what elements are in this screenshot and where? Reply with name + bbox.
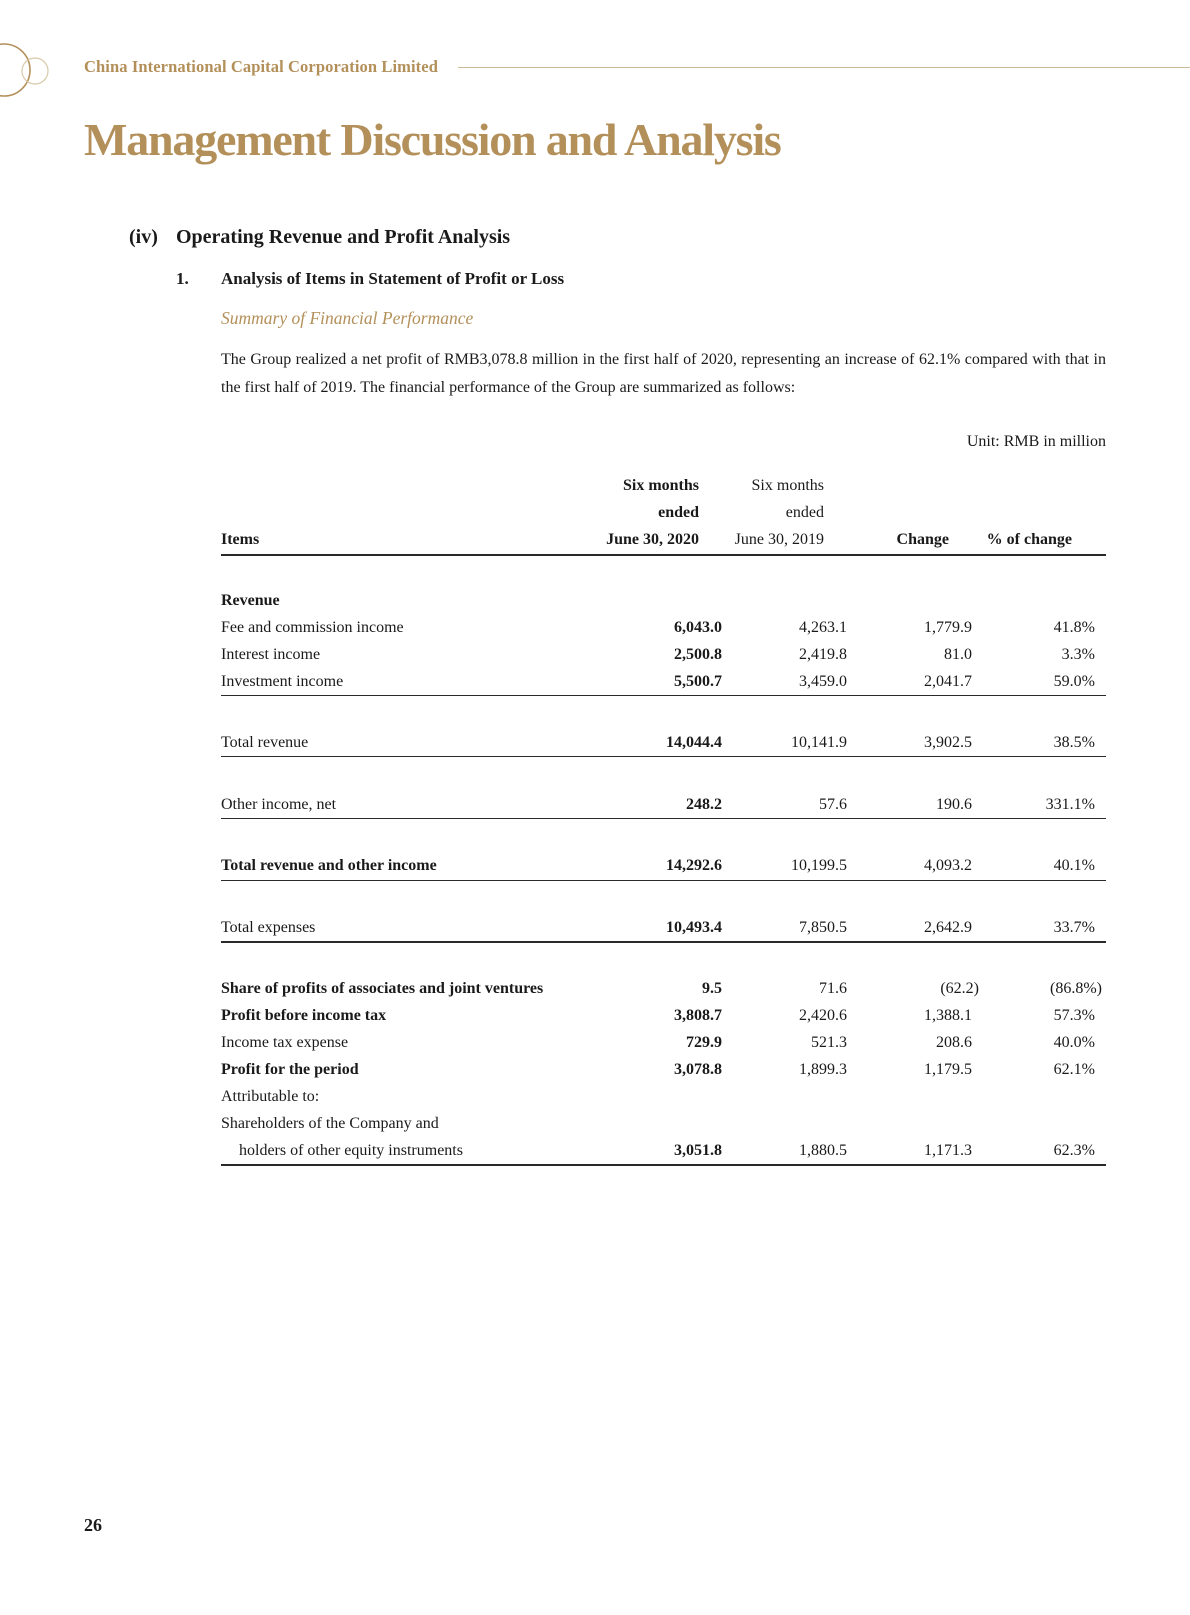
value-pct-change: 59.0% xyxy=(1053,673,1095,690)
table-row xyxy=(221,641,1106,668)
col2-header-line1: Six months xyxy=(751,477,824,494)
subsection-number: 1. xyxy=(176,269,189,288)
col2-header-line3: June 30, 2019 xyxy=(734,531,824,548)
value-pct-change: 40.1% xyxy=(1053,857,1095,874)
value-2019: 71.6 xyxy=(819,980,847,997)
table-row xyxy=(221,914,1106,941)
table-row xyxy=(221,1029,1106,1056)
table-row xyxy=(221,1110,1106,1137)
value-2020: 729.9 xyxy=(686,1034,722,1051)
value-2019: 10,199.5 xyxy=(791,857,847,874)
section-number: (iv) xyxy=(129,226,158,248)
value-change: 3,902.5 xyxy=(924,734,972,751)
row-label: Profit for the period xyxy=(221,1061,359,1078)
table-row xyxy=(221,975,1106,1002)
col2-header-line2: ended xyxy=(785,504,824,521)
value-2019: 521.3 xyxy=(811,1034,847,1051)
col1-header-line3: June 30, 2020 xyxy=(606,531,699,548)
value-2019: 3,459.0 xyxy=(799,673,847,690)
company-name: China International Capital Corporation Limited xyxy=(84,57,438,76)
value-2020: 3,051.8 xyxy=(674,1142,722,1159)
row-label: Interest income xyxy=(221,646,321,663)
row-label: Fee and commission income xyxy=(221,619,404,636)
table-row xyxy=(221,1083,1106,1110)
row-rule xyxy=(221,880,1106,881)
value-2019: 2,420.6 xyxy=(799,1007,847,1024)
row-rule xyxy=(221,941,1106,943)
table-row xyxy=(221,1137,1106,1164)
value-pct-change: 38.5% xyxy=(1053,734,1095,751)
value-change: 1,179.5 xyxy=(924,1061,972,1078)
value-pct-change: 57.3% xyxy=(1053,1007,1095,1024)
value-2020: 14,292.6 xyxy=(666,857,722,874)
row-label: Revenue xyxy=(221,592,280,609)
value-2020: 14,044.4 xyxy=(666,734,722,751)
table-row xyxy=(221,668,1106,695)
row-label: Investment income xyxy=(221,673,344,690)
table-row xyxy=(221,852,1106,879)
table-row xyxy=(221,791,1106,818)
row-rule xyxy=(221,818,1106,819)
subsection-title: Analysis of Items in Statement of Profit or Loss xyxy=(221,269,565,288)
value-pct-change: 3.3% xyxy=(1061,646,1095,663)
page-title: Management Discussion and Analysis xyxy=(84,114,781,165)
value-2019: 10,141.9 xyxy=(791,734,847,751)
pct-change-header: % of change xyxy=(986,531,1072,548)
value-2020: 10,493.4 xyxy=(666,919,722,936)
value-2020: 5,500.7 xyxy=(674,673,722,690)
header-divider xyxy=(458,67,1190,68)
value-change: 1,779.9 xyxy=(924,619,972,636)
value-2020: 9.5 xyxy=(702,980,722,997)
row-label: holders of other equity instruments xyxy=(239,1142,463,1159)
value-pct-change: 62.1% xyxy=(1053,1061,1095,1078)
value-2019: 1,899.3 xyxy=(799,1061,847,1078)
table-row xyxy=(221,729,1106,756)
value-change: 2,642.9 xyxy=(924,919,972,936)
value-2019: 2,419.8 xyxy=(799,646,847,663)
row-label: Shareholders of the Company and xyxy=(221,1115,439,1132)
value-change: 208.6 xyxy=(936,1034,972,1051)
value-2020: 6,043.0 xyxy=(674,619,722,636)
value-2019: 1,880.5 xyxy=(799,1142,847,1159)
value-2020: 3,078.8 xyxy=(674,1061,722,1078)
value-pct-change: 62.3% xyxy=(1053,1142,1095,1159)
summary-heading: Summary of Financial Performance xyxy=(221,308,474,328)
page-number: 26 xyxy=(84,1515,102,1535)
row-label: Total revenue and other income xyxy=(221,857,437,874)
value-2020: 2,500.8 xyxy=(674,646,722,663)
table-row xyxy=(221,1056,1106,1083)
value-change: 2,041.7 xyxy=(924,673,972,690)
change-header: Change xyxy=(896,531,949,548)
value-pct-change: 40.0% xyxy=(1053,1034,1095,1051)
value-pct-change: 33.7% xyxy=(1053,919,1095,936)
table-row xyxy=(221,1002,1106,1029)
value-change: 81.0 xyxy=(944,646,972,663)
value-2019: 4,263.1 xyxy=(799,619,847,636)
header-rule xyxy=(221,554,1106,556)
row-label: Profit before income tax xyxy=(221,1007,387,1024)
value-change: (62.2) xyxy=(940,980,979,997)
value-2019: 57.6 xyxy=(819,796,847,813)
value-change: 1,388.1 xyxy=(924,1007,972,1024)
row-label: Total revenue xyxy=(221,734,309,751)
table-row xyxy=(221,587,1106,614)
row-label: Attributable to: xyxy=(221,1088,320,1105)
row-label: Other income, net xyxy=(221,796,337,813)
row-label: Share of profits of associates and joint ventures xyxy=(221,980,544,997)
row-label: Total expenses xyxy=(221,919,316,936)
table-row xyxy=(221,614,1106,641)
value-pct-change: 331.1% xyxy=(1045,796,1095,813)
company-logo-icon xyxy=(0,38,60,102)
value-pct-change: 41.8% xyxy=(1053,619,1095,636)
value-change: 4,093.2 xyxy=(924,857,972,874)
row-rule xyxy=(221,756,1106,757)
value-pct-change: (86.8%) xyxy=(1050,980,1102,997)
row-label: Income tax expense xyxy=(221,1034,349,1051)
section-title: Operating Revenue and Profit Analysis xyxy=(176,226,511,248)
col1-header-line1: Six months xyxy=(622,477,699,494)
col1-header-line2: ended xyxy=(658,504,699,521)
value-2020: 3,808.7 xyxy=(674,1007,722,1024)
row-rule xyxy=(221,695,1106,696)
value-2020: 248.2 xyxy=(686,796,722,813)
value-change: 1,171.3 xyxy=(924,1142,972,1159)
value-2019: 7,850.5 xyxy=(799,919,847,936)
table-bottom-rule xyxy=(221,1164,1106,1166)
value-change: 190.6 xyxy=(936,796,972,813)
summary-paragraph: The Group realized a net profit of RMB3,078.8 million in the first half of 2020, representing an increase of 62.1% compared with that in the first half of 2019. The financial performance of the Group are summarized as follows: xyxy=(221,351,1106,396)
unit-note: Unit: RMB in million xyxy=(966,433,1106,450)
items-header: Items xyxy=(221,531,260,548)
